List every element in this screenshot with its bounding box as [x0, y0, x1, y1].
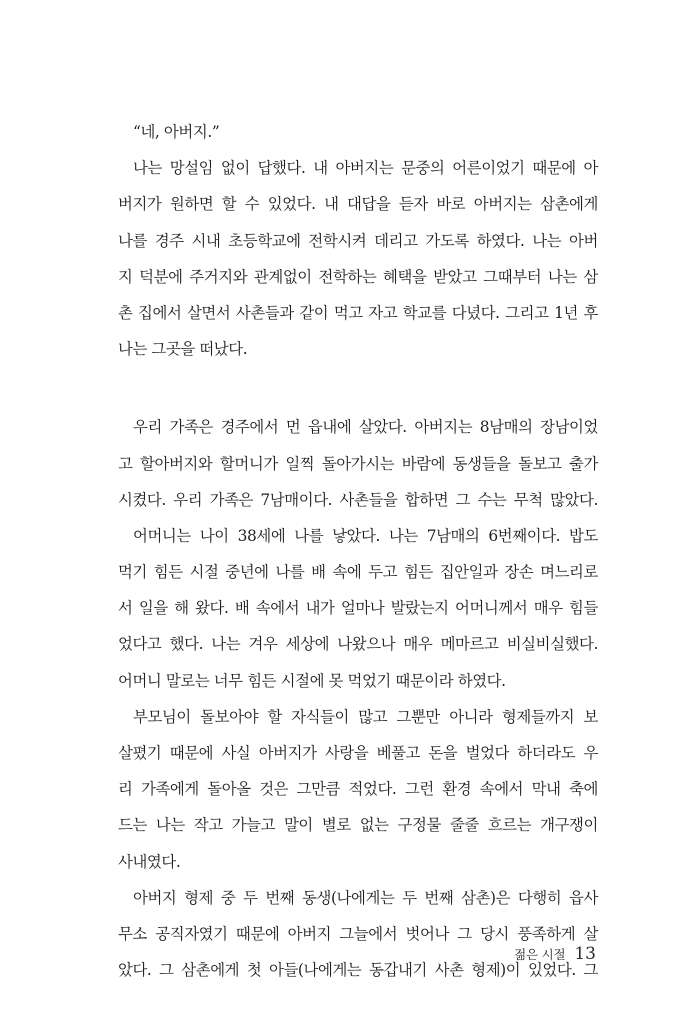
- paragraph-line: 지 덕분에 주거지와 관계없이 전학하는 혜택을 받았고 그때부터 나는 삼: [118, 267, 598, 286]
- paragraph-line: “네, 아버지.”: [133, 123, 220, 141]
- paragraph-line: 었다고 했다. 나는 겨우 세상에 나왔으나 매우 메마르고 비실비실했다.: [118, 635, 598, 654]
- paragraph-line: 나를 경주 시내 초등학교에 전학시켜 데리고 가도록 하였다. 나는 아버: [118, 231, 598, 250]
- paragraph-line: 드는 나는 작고 가늘고 말이 별로 없는 구정물 줄줄 흐르는 개구쟁이: [118, 816, 598, 835]
- paragraph-line: 아버지 형제 중 두 번째 동생(나에게는 두 번째 삼촌)은 다행히 읍사: [133, 888, 598, 907]
- paragraph-line: 나는 그곳을 떠났다.: [118, 340, 248, 359]
- paragraph-line: 사내였다.: [118, 852, 181, 871]
- paragraph-line: 우리 가족은 경주에서 먼 읍내에 살았다. 아버지는 8남매의 장남이었: [133, 418, 598, 437]
- paragraph-line: 무소 공직자였기 때문에 아버지 그늘에서 벗어나 그 당시 풍족하게 살: [118, 924, 598, 943]
- paragraph-line: 먹기 힘든 시절 중년에 나를 배 속에 두고 힘든 집안일과 장손 며느리로: [118, 563, 598, 582]
- page-footer: [514, 944, 596, 964]
- paragraph-line: 살폈기 때문에 사실 아버지가 사랑을 베풀고 돈을 벌었다 하더라도 우: [118, 744, 598, 762]
- paragraph-line: 서 일을 해 왔다. 배 속에서 내가 얼마나 발랐는지 어머니께서 매우 힘들: [118, 599, 598, 618]
- paragraph-line: 시켰다. 우리 가족은 7남매이다. 사촌들을 합하면 그 수는 무척 많았다.: [118, 490, 598, 509]
- paragraph-line: 부모님이 돌보아야 할 자식들이 많고 그뿐만 아니라 형제들까지 보: [133, 707, 598, 726]
- paragraph-line: 버지가 원하면 할 수 있었다. 내 대답을 듣자 바로 아버지는 삼촌에게: [118, 195, 598, 214]
- paragraph-line: 고 할아버지와 할머니가 일찍 돌아가시는 바람에 동생들을 돌보고 출가: [118, 454, 598, 473]
- paragraph-line: 리 가족에게 돌아올 것은 그만큼 적었다. 그런 환경 속에서 막내 축에: [118, 780, 598, 799]
- paragraph-line: 촌 집에서 살면서 사촌들과 같이 먹고 자고 학교를 다녔다. 그리고 1년 후: [118, 303, 598, 322]
- paragraph-line: 어머니 말로는 너무 힘든 시절에 못 먹었기 때문이라 하였다.: [118, 671, 506, 690]
- body-text: [118, 114, 598, 988]
- running-chapter-title: 젊은 시절: [514, 947, 566, 962]
- paragraph-line: 았다. 그 삼촌에게 첫 아들(나에게는 동갑내기 사촌 형제)이 있었다. 그: [118, 961, 598, 980]
- paragraph-line: 어머니는 나이 38세에 나를 낳았다. 나는 7남매의 6번째이다. 밥도: [133, 526, 598, 545]
- paragraph-line: 나는 망설임 없이 답했다. 내 아버지는 문중의 어른이었기 때문에 아: [133, 159, 598, 178]
- section-break: [118, 367, 598, 409]
- page-number: 13: [574, 944, 596, 964]
